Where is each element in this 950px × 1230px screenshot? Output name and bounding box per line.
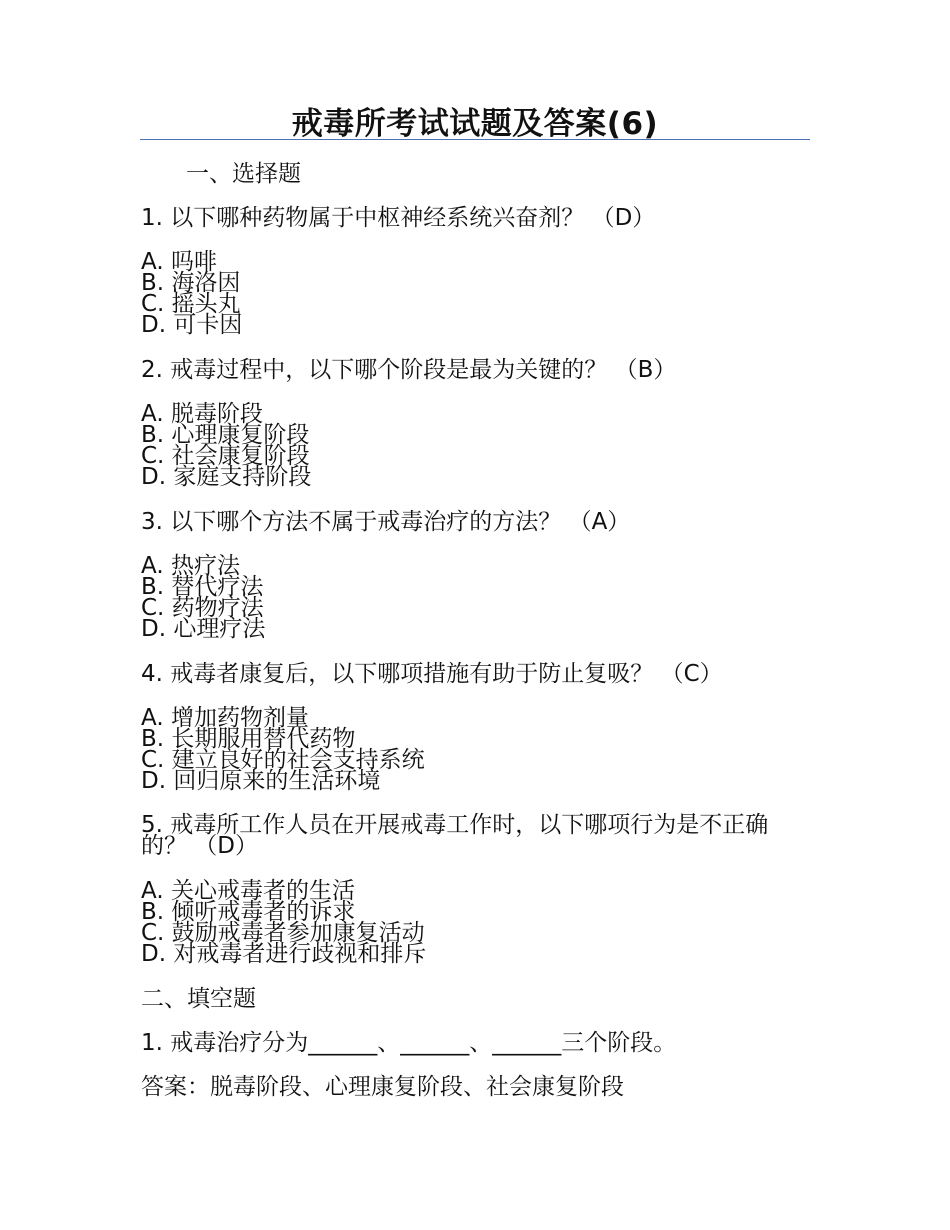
question-5: 5. 戒毒所工作人员在开展戒毒工作时，以下哪项行为是不正确的？ （D） [141, 812, 769, 859]
question-2-option-b: B. 心理康复阶段 [141, 422, 310, 448]
fill-question-1: 1. 戒毒治疗分为______、______、______三个阶段。 [141, 1030, 677, 1056]
question-5-option-d: D. 对戒毒者进行歧视和排斥 [141, 941, 427, 967]
question-2: 2. 戒毒过程中，以下哪个阶段是最为关键的？ （B） [141, 357, 677, 383]
question-1-option-a: A. 吗啡 [141, 249, 217, 275]
question-3-option-b: B. 替代疗法 [141, 574, 264, 600]
fill-answer-1: 答案：脱毒阶段、心理康复阶段、社会康复阶段 [141, 1074, 624, 1100]
question-2-option-d: D. 家庭支持阶段 [141, 464, 312, 490]
question-2-option-c: C. 社会康复阶段 [141, 443, 310, 469]
document-title: 戒毒所考试试题及答案(6) [291, 106, 659, 142]
question-3: 3. 以下哪个方法不属于戒毒治疗的方法？ （A） [141, 509, 631, 535]
question-4-option-d: D. 回归原来的生活环境 [141, 768, 381, 794]
title-underline [140, 139, 810, 140]
section-heading-fill: 二、填空题 [141, 986, 256, 1012]
question-4-option-a: A. 增加药物剂量 [141, 705, 309, 731]
question-1: 1. 以下哪种药物属于中枢神经系统兴奋剂？ （D） [141, 205, 656, 231]
question-5-option-c: C. 鼓励戒毒者参加康复活动 [141, 920, 425, 946]
section-heading-choice: 一、选择题 [186, 161, 301, 187]
question-4-option-b: B. 长期服用替代药物 [141, 726, 356, 752]
question-3-option-c: C. 药物疗法 [141, 595, 264, 621]
question-3-option-a: A. 热疗法 [141, 553, 240, 579]
question-4-option-c: C. 建立良好的社会支持系统 [141, 747, 425, 773]
question-1-option-d: D. 可卡因 [141, 312, 243, 338]
question-1-option-b: B. 海洛因 [141, 270, 241, 296]
question-3-option-d: D. 心理疗法 [141, 616, 266, 642]
question-4: 4. 戒毒者康复后，以下哪项措施有助于防止复吸？ （C） [141, 661, 723, 687]
question-2-option-a: A. 脱毒阶段 [141, 401, 263, 427]
question-5-option-a: A. 关心戒毒者的生活 [141, 878, 355, 904]
question-5-option-b: B. 倾听戒毒者的诉求 [141, 899, 356, 925]
question-1-option-c: C. 摇头丸 [141, 291, 241, 317]
